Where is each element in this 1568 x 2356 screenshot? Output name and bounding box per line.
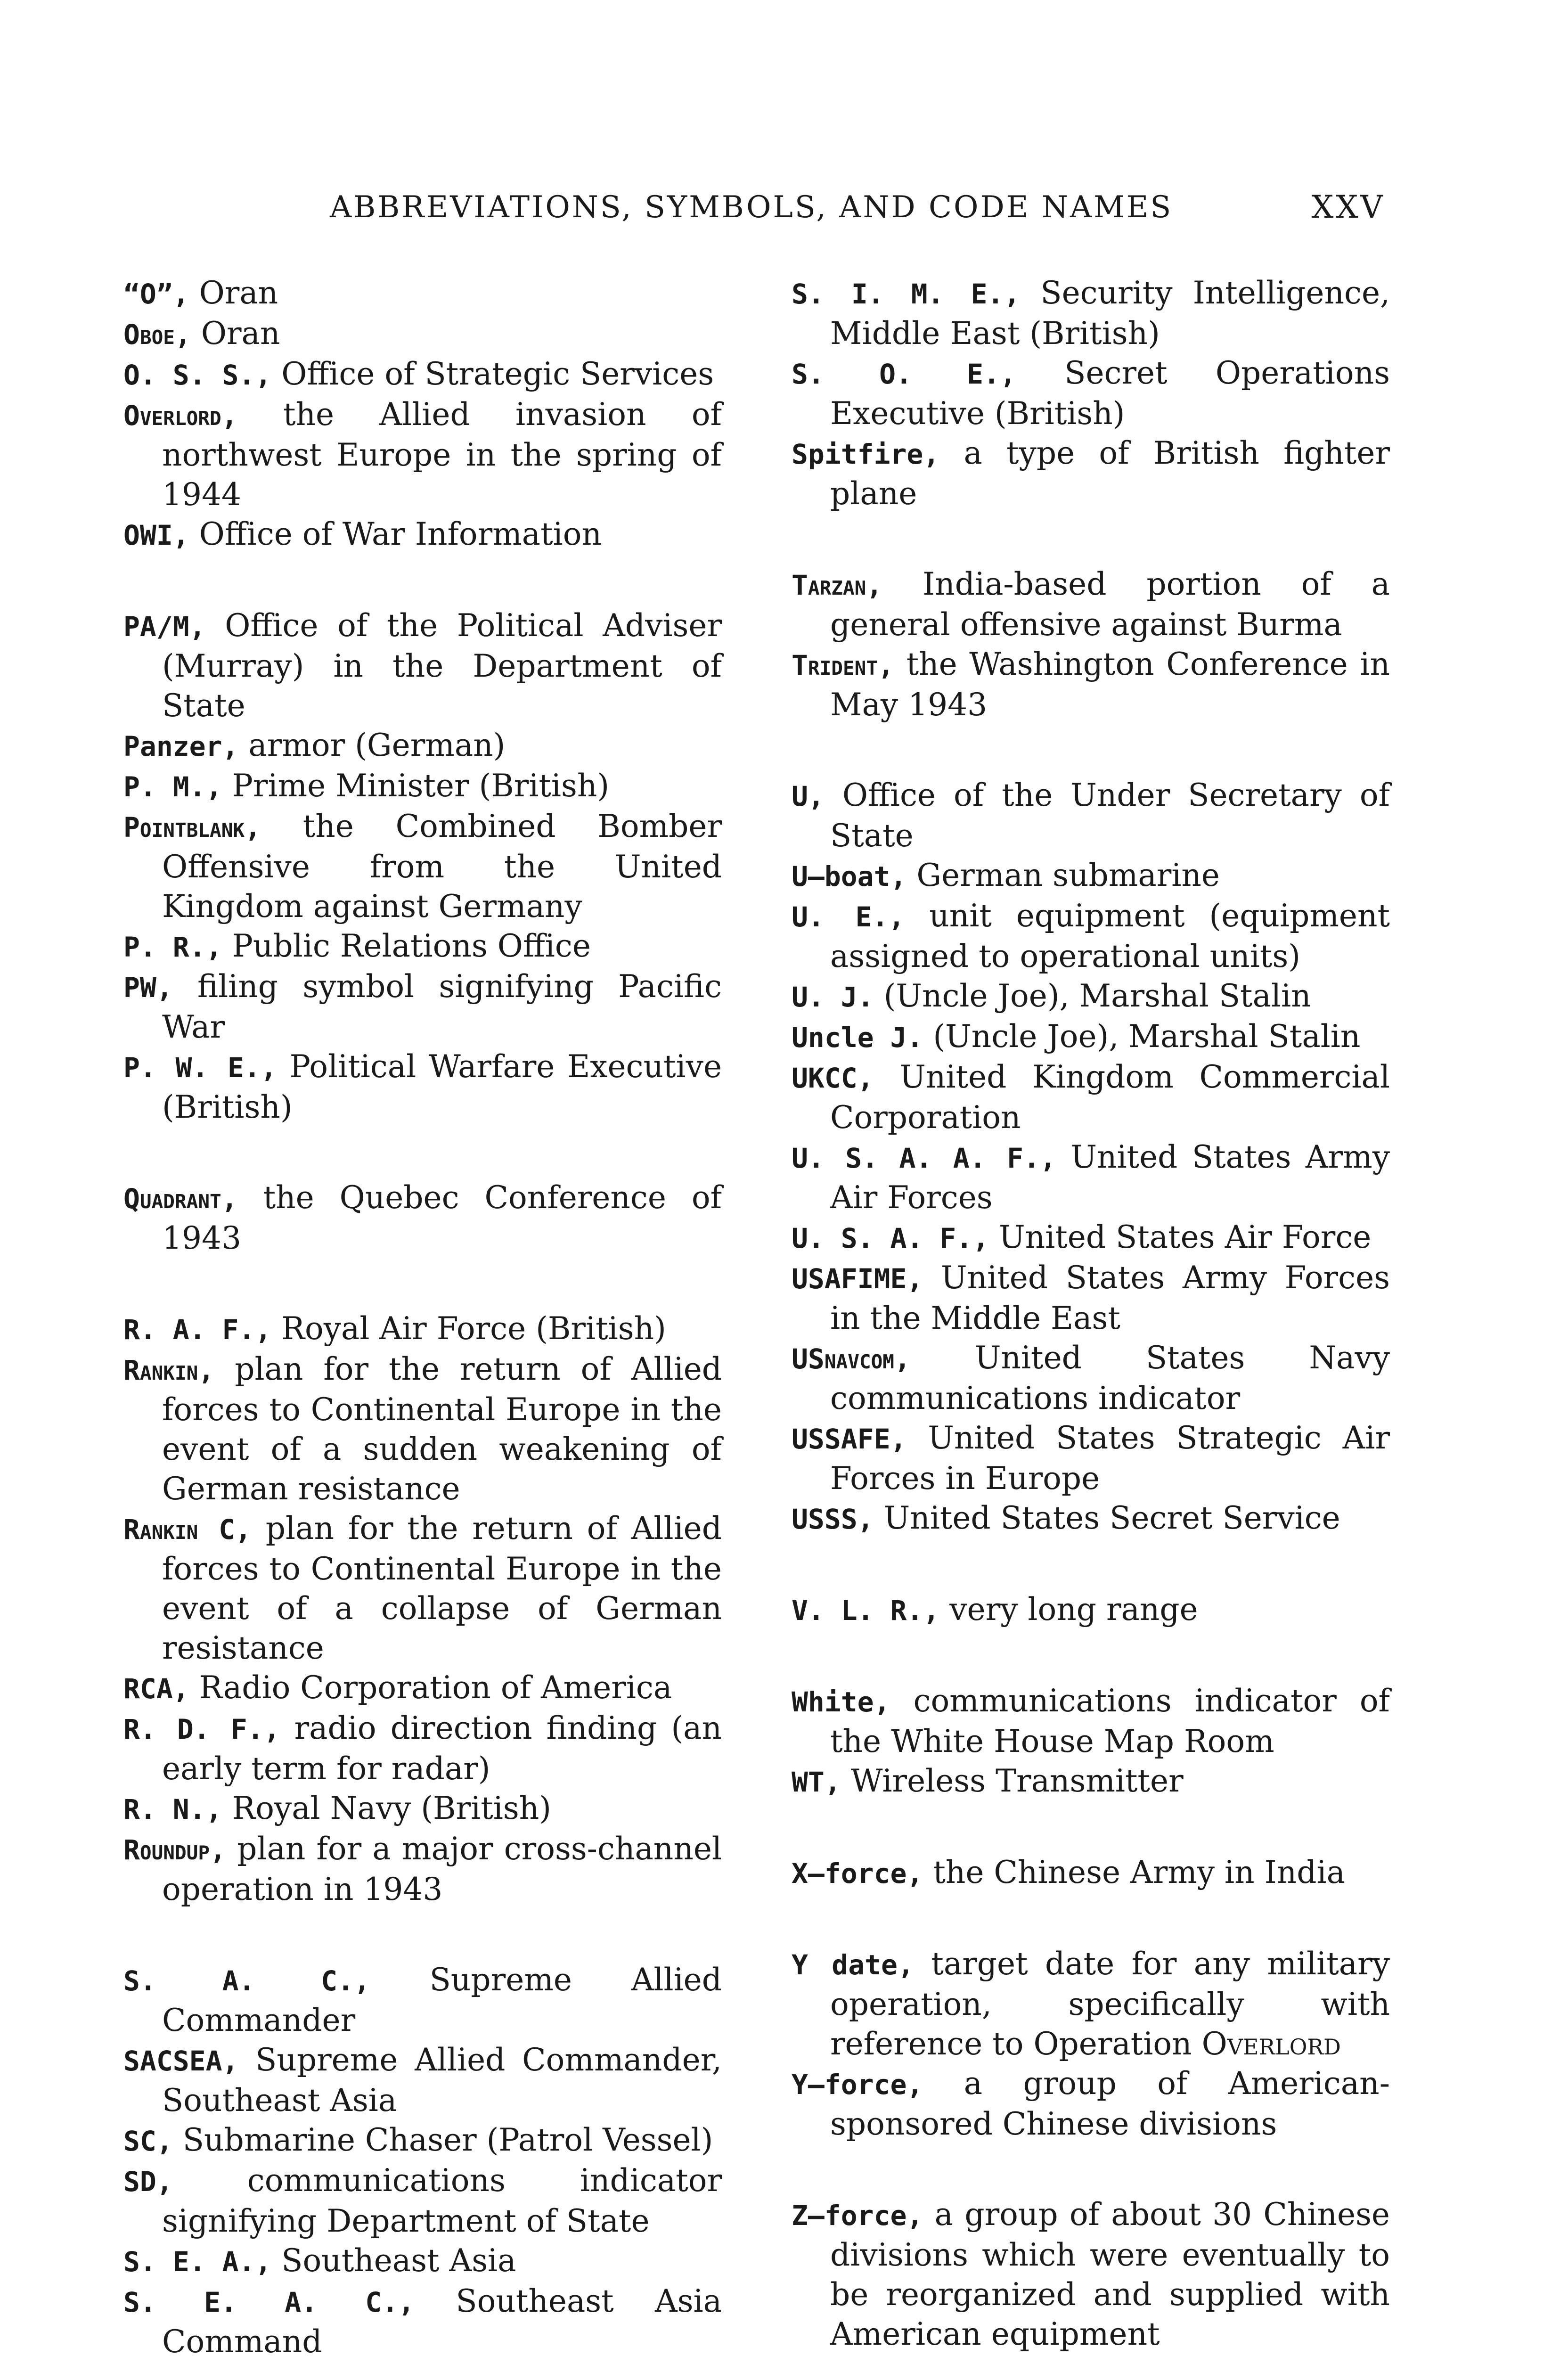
- glossary-entry: [123, 1350, 722, 1509]
- entry-term: USSS,: [792, 1503, 874, 1535]
- entry-definition: Public Relations Office: [222, 928, 591, 964]
- glossary-entry: [123, 2120, 722, 2161]
- entry-definition: Southeast Asia: [271, 2242, 516, 2279]
- entry-definition: United States Air Force: [989, 1219, 1372, 1255]
- entry-term: V. L. R.,: [792, 1595, 940, 1627]
- page-number: XXV: [1311, 189, 1385, 225]
- glossary-entry: [792, 564, 1390, 645]
- entry-term: Trident,: [792, 649, 894, 681]
- entry-definition: Oran: [191, 315, 280, 352]
- glossary-entry: [792, 1258, 1390, 1338]
- entry-definition: radio direction finding (an early term for radar): [162, 1710, 722, 1787]
- entry-term: WT,: [792, 1766, 841, 1798]
- glossary-entry: [792, 1218, 1390, 1258]
- right-column: [792, 273, 1390, 2354]
- glossary-entry: [123, 2040, 722, 2120]
- glossary-entry: [792, 645, 1390, 725]
- entry-definition: the Quebec Conference of 1943: [162, 1179, 722, 1256]
- entry-term: Spitfire,: [792, 438, 940, 470]
- entry-definition: United States Strategic Air Forces in Europe: [830, 1420, 1390, 1497]
- entry-definition: unit equipment (equipment assigned to operational units): [830, 898, 1390, 974]
- glossary-entry: [123, 1309, 722, 1350]
- entry-definition: United States Navy communications indicator: [830, 1340, 1390, 1416]
- entry-definition: Southeast Asia Command: [162, 2283, 722, 2356]
- entry-term: Overlord,: [123, 400, 238, 432]
- entry-term: USSAFE,: [792, 1423, 907, 1455]
- glossary-entry: [792, 1761, 1390, 1802]
- entry-definition: the Combined Bomber Offensive from the United Kingdom against Germany: [162, 808, 722, 924]
- entry-definition: German submarine: [906, 857, 1220, 893]
- entry-term: Quadrant,: [123, 1183, 238, 1215]
- entry-definition: Political Warfare Executive (British): [162, 1048, 722, 1125]
- glossary-entry: [123, 807, 722, 926]
- glossary-entry: [792, 1944, 1390, 2064]
- entry-term: S. A. C.,: [123, 1965, 370, 1997]
- entry-definition: filing symbol signifying Pacific War: [162, 968, 722, 1045]
- letter-group-w: [792, 1681, 1390, 1802]
- letter-group-z: [792, 2195, 1390, 2354]
- entry-definition: Submarine Chaser (Patrol Vessel): [172, 2122, 713, 2158]
- letter-group-o: [123, 273, 722, 555]
- glossary-entry: [792, 1853, 1390, 1893]
- glossary-entry: [792, 896, 1390, 976]
- entry-term: Oboe,: [123, 319, 191, 351]
- entry-definition: a group of about 30 Chinese divisions which were eventually to be reorganized and supplied with American equipment: [830, 2196, 1390, 2352]
- entry-definition: United States Army Air Forces: [830, 1139, 1390, 1216]
- entry-definition: Royal Air Force (British): [271, 1310, 666, 1347]
- entry-term: S. O. E.,: [792, 358, 1016, 390]
- entry-term: S. I. M. E.,: [792, 278, 1021, 310]
- glossary-entry: [123, 1509, 722, 1668]
- entry-definition: the Allied invasion of northwest Europe in the spring of 1944: [162, 396, 722, 513]
- entry-term: USnavcom,: [792, 1343, 911, 1375]
- glossary-entry: [792, 1418, 1390, 1498]
- glossary-entry: [792, 1590, 1390, 1630]
- entry-definition: Radio Corporation of America: [189, 1669, 672, 1706]
- letter-group-s-cont: [792, 273, 1390, 514]
- glossary-entry: [792, 976, 1390, 1017]
- entry-term: X–force,: [792, 1857, 923, 1890]
- glossary-entry: [792, 856, 1390, 896]
- entry-term: Rankin C,: [123, 1513, 252, 1546]
- entry-term: U–boat,: [792, 860, 907, 892]
- entry-term: PW,: [123, 972, 173, 1004]
- entry-term: Y–force,: [792, 2069, 923, 2101]
- entry-term: U. E.,: [792, 901, 905, 933]
- glossary-entry: [123, 606, 722, 726]
- entry-definition: Supreme Allied Commander: [162, 1962, 722, 2038]
- glossary-entry: [123, 2282, 722, 2356]
- entry-term: P. M.,: [123, 771, 222, 803]
- entry-definition: Office of Strategic Services: [271, 356, 714, 392]
- entry-definition: (Uncle Joe), Marshal Stalin: [874, 978, 1311, 1014]
- glossary-entry: [123, 1668, 722, 1709]
- entry-term: SACSEA,: [123, 2045, 239, 2077]
- entry-term: P. R.,: [123, 931, 222, 963]
- letter-group-y: [792, 1944, 1390, 2144]
- entry-definition: Royal Navy (British): [222, 1790, 551, 1826]
- glossary-entry: [123, 1789, 722, 1829]
- glossary-entry: [123, 1829, 722, 1909]
- entry-definition: communications indicator signifying Department of State: [162, 2162, 722, 2239]
- entry-term: SC,: [123, 2125, 173, 2157]
- glossary-entry: [123, 1709, 722, 1789]
- entry-definition: India-based portion of a general offensive against Burma: [830, 566, 1390, 643]
- letter-group-x: [792, 1853, 1390, 1893]
- glossary-entry: [792, 434, 1390, 514]
- entry-term: RCA,: [123, 1673, 189, 1705]
- entry-term: Y date,: [792, 1949, 914, 1981]
- entry-definition: United Kingdom Commercial Corporation: [830, 1059, 1390, 1136]
- entry-term: S. E. A. C.,: [123, 2286, 415, 2318]
- glossary-entry: [792, 1017, 1390, 1057]
- glossary-entry: [792, 1498, 1390, 1539]
- glossary-entry: [123, 395, 722, 515]
- entry-term: P. W. E.,: [123, 1052, 277, 1084]
- letter-group-p: [123, 606, 722, 1127]
- glossary-entry: [123, 726, 722, 766]
- entry-definition: Office of the Political Adviser (Murray) in the Department of State: [162, 607, 722, 724]
- entry-definition: the Chinese Army in India: [923, 1854, 1345, 1890]
- entry-term: PA/M,: [123, 611, 206, 643]
- left-column: [123, 273, 722, 2356]
- entry-definition: Office of the Under Secretary of State: [824, 777, 1390, 854]
- glossary-entry: [792, 1338, 1390, 1418]
- letter-group-q: [123, 1178, 722, 1258]
- entry-definition: plan for the return of Allied forces to Continental Europe in the event of a collapse of German resistance: [162, 1510, 722, 1666]
- entry-definition: United States Army Forces in the Middle East: [830, 1260, 1390, 1336]
- glossary-entry: [792, 353, 1390, 434]
- glossary-entry: [792, 1137, 1390, 1218]
- glossary-entry: [792, 2064, 1390, 2144]
- entry-definition: a type of British fighter plane: [830, 435, 1390, 512]
- glossary-entry: [123, 1178, 722, 1258]
- letter-group-v: [792, 1590, 1390, 1630]
- glossary-entry: [123, 2161, 722, 2241]
- entry-term: “O”,: [123, 278, 189, 310]
- entry-term: White,: [792, 1686, 890, 1718]
- entry-definition: Oran: [189, 275, 278, 311]
- entry-term: U. S. A. F.,: [792, 1222, 989, 1254]
- glossary-entry: [792, 776, 1390, 856]
- letter-group-s: [123, 1960, 722, 2356]
- entry-definition: target date for any military operation, specifically with reference to Operation: [830, 1946, 1390, 2062]
- entry-definition: Prime Minister (British): [222, 768, 610, 804]
- glossary-entry: [123, 926, 722, 967]
- entry-term: SD,: [123, 2166, 173, 2198]
- glossary-entry: [792, 1681, 1390, 1761]
- glossary-entry: [123, 766, 722, 807]
- entry-definition: communications indicator of the White House Map Room: [830, 1683, 1390, 1759]
- entry-term: R. N.,: [123, 1793, 222, 1825]
- entry-term: S. E. A.,: [123, 2246, 272, 2278]
- entry-term: U. J.: [792, 981, 874, 1013]
- entry-term: U. S. A. A. F.,: [792, 1142, 1056, 1174]
- entry-definition: Supreme Allied Commander, Southeast Asia: [162, 2042, 722, 2119]
- entry-term: O. S. S.,: [123, 359, 272, 391]
- glossary-entry: [123, 515, 722, 555]
- glossary-entry: [123, 1960, 722, 2040]
- entry-definition: Security Intelligence, Middle East (British): [830, 275, 1390, 352]
- entry-term: Rankin,: [123, 1354, 215, 1386]
- glossary-entry: [123, 2241, 722, 2282]
- entry-term: Z–force,: [792, 2200, 923, 2232]
- glossary-entry: [123, 1047, 722, 1127]
- glossary-entry: [123, 354, 722, 395]
- entry-definition: Secret Operations Executive (British): [830, 355, 1390, 432]
- entry-term: UKCC,: [792, 1062, 874, 1094]
- entry-definition: United States Secret Service: [874, 1500, 1340, 1536]
- entry-definition: plan for a major cross-channel operation in 1943: [162, 1831, 722, 1907]
- entry-definition: armor (German): [238, 727, 506, 763]
- entry-definition: Wireless Transmitter: [841, 1763, 1184, 1799]
- glossary-entry: [123, 967, 722, 1047]
- letter-group-r: [123, 1309, 722, 1909]
- entry-definition: plan for the return of Allied forces to Continental Europe in the event of a sudden weakening of German resistance: [162, 1351, 722, 1507]
- glossary-entry: [792, 2195, 1390, 2354]
- entry-definition-code-name: Overlord: [1201, 2026, 1341, 2062]
- glossary-entry: [123, 273, 722, 314]
- entry-term: Pointblank,: [123, 811, 261, 843]
- entry-term: R. D. F.,: [123, 1713, 280, 1745]
- entry-term: R. A. F.,: [123, 1314, 272, 1346]
- entry-term: Tarzan,: [792, 569, 883, 601]
- glossary-entry: [792, 1057, 1390, 1137]
- entry-term: Panzer,: [123, 730, 239, 762]
- letter-group-u: [792, 776, 1390, 1539]
- entry-term: Uncle J.: [792, 1022, 923, 1054]
- entry-term: OWI,: [123, 519, 189, 551]
- glossary-entry: [123, 314, 722, 354]
- entry-term: USAFIME,: [792, 1263, 923, 1295]
- letter-group-t: [792, 564, 1390, 725]
- entry-term: Roundup,: [123, 1834, 226, 1866]
- entry-definition: Office of War Information: [189, 516, 602, 552]
- entry-definition: very long range: [939, 1591, 1198, 1628]
- entry-definition: the Washington Conference in May 1943: [830, 646, 1390, 723]
- entry-term: U,: [792, 780, 825, 812]
- running-head: ABBREVIATIONS, SYMBOLS, AND CODE NAMES: [330, 190, 1173, 225]
- glossary-entry: [792, 273, 1390, 353]
- entry-definition: (Uncle Joe), Marshal Stalin: [923, 1018, 1361, 1055]
- entry-definition: a group of American-sponsored Chinese divisions: [830, 2065, 1390, 2142]
